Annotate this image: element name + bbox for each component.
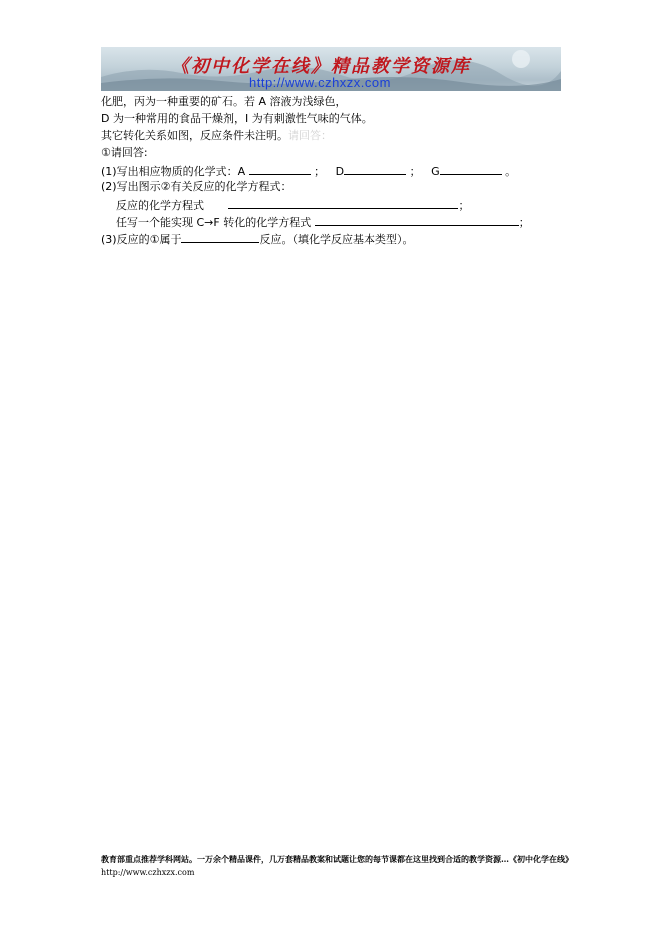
header-banner: [101, 47, 561, 91]
question-2-line-1: [116, 197, 469, 213]
footer-url-link[interactable]: http://www.czhxzx.com: [101, 868, 195, 877]
text-line-1: 化肥，丙为一种重要的矿石。若 A 溶液为浅绿色，: [101, 95, 347, 108]
question-1-g-label: G: [431, 165, 440, 178]
banner-url-link[interactable]: http://www.czhxzx.com: [249, 75, 391, 90]
question-1-sep2: ；: [409, 165, 421, 178]
text-line-3-main: 其它转化关系如图，反应条件未注明。: [101, 129, 288, 142]
text-line-3-faded: 请回答：: [288, 129, 332, 142]
question-3-suffix: 反应。（填化学反应基本类型）。: [259, 233, 414, 246]
answer-blank-equation-2[interactable]: [315, 214, 519, 226]
question-2-line-2: [116, 214, 530, 230]
question-1-prefix: (1)写出相应物质的化学式：A: [101, 165, 246, 178]
question-1-sep1: ；: [314, 165, 326, 178]
question-2-line-1-end: ；: [458, 199, 470, 212]
answer-blank-reaction-type[interactable]: [181, 231, 259, 243]
answer-blank-d[interactable]: [344, 163, 406, 175]
footer-text: 教育部重点推荐学科网站。一万余个精品课件，几万套精品教案和试题让您的每节课都在这里找到合适的教学资源…《初中化学在线》: [101, 854, 573, 864]
question-1: [101, 163, 516, 179]
question-3-prefix: (3)反应的①属于: [101, 233, 182, 246]
page-footer: [101, 853, 571, 879]
answer-blank-a[interactable]: [249, 163, 311, 175]
text-line-2: D 为一种常用的食品干燥剂，I 为有刺激性气味的气体。: [101, 112, 373, 125]
answer-blank-equation-1[interactable]: [228, 197, 458, 209]
banner-title: 《初中化学在线》精品教学资源库: [171, 56, 471, 77]
question-2-title: (2)写出图示②有关反应的化学方程式：: [101, 180, 292, 193]
question-2-line-1-label: 反应的化学方程式: [116, 199, 204, 212]
text-line-4: ①请回答:: [101, 146, 148, 159]
question-2-line-2-label: 任写一个能实现 C→F 转化的化学方程式: [116, 216, 312, 229]
text-line-3: [101, 129, 332, 143]
answer-blank-g[interactable]: [440, 163, 502, 175]
question-3: [101, 231, 413, 247]
question-1-d-label: D: [335, 165, 345, 178]
question-1-end: 。: [505, 165, 517, 178]
question-2-line-2-end: ；: [518, 216, 530, 229]
